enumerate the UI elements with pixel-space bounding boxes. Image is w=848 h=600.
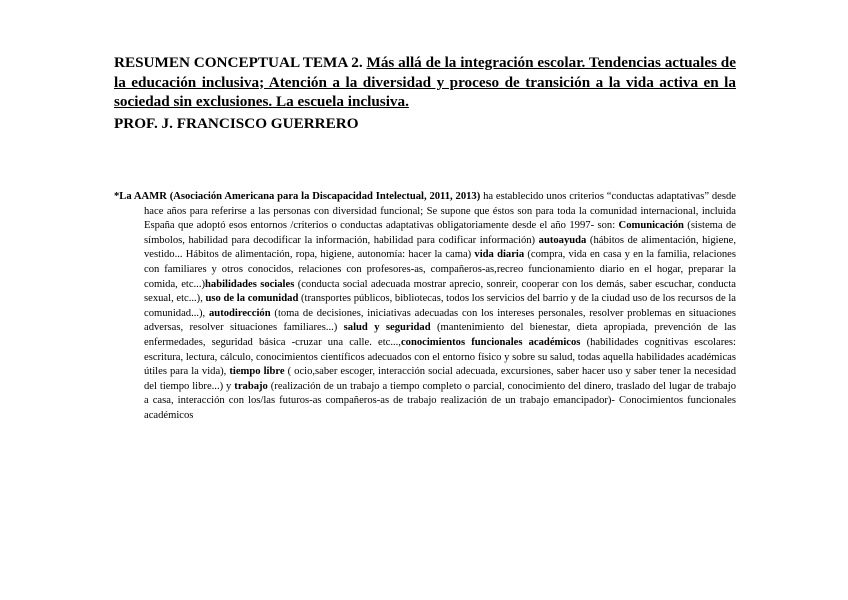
desc-autoayuda: (hábitos de alimentación, higiene, vestido... Hábitos de alimentación, ropa, higiene, autonomía: hacer la cama) <box>144 234 736 261</box>
term-habilidades-sociales: habilidades sociales <box>205 278 295 290</box>
desc-conocimientos-funcionales: (habilidades cognitivas escolares: escritura, lectura, cálculo, conocimientos científicos adecuados con el entorno físico y sobre su salud, todas aquella habilidades académicas útiles para la vida), <box>144 336 736 378</box>
body-paragraph <box>114 190 736 424</box>
author-line: PROF. J. FRANCISCO GUERRERO <box>114 115 359 132</box>
term-vida-diaria: vida diaria <box>474 249 525 261</box>
paragraph-lead: *La AAMR (Asociación Americana para la Discapacidad Intelectual, 2011, 2013) <box>114 191 481 202</box>
desc-autodireccion: (toma de decisiones, iniciativas adecuadas con los intereses personales, resolver problemas en situaciones adversas, resolver situaciones familiares...) <box>144 307 736 334</box>
term-autodireccion: autodirección <box>209 307 271 319</box>
desc-uso-comunidad: (transportes públicos, bibliotecas, todos los servicios del barrio y de la ciudad uso de los recursos de la comunidad...), <box>144 293 736 319</box>
heading-prefix: RESUMEN CONCEPTUAL TEMA 2. <box>114 54 363 71</box>
desc-salud-seguridad: (mantenimiento del bienestar, dieta apropiada, prevención de las enfermedades, seguridad básica -cruzar una calle. etc..., <box>144 322 736 348</box>
desc-tiempo-libre: ( ocio,saber escoger, interacción social adecuada, excursiones, saber hacer uso y saber tener la necesidad del tiempo libre...) y <box>144 366 736 392</box>
desc-vida-diaria: (compra, vida en casa y en la familia, relaciones con familiares y otros conocidos, relaciones con profesores-as, compañeros-as,recreo funcionamiento diario en el hogar, preparar la comida, etc...) <box>144 249 736 290</box>
term-uso-comunidad: uso de la comunidad <box>205 293 299 305</box>
desc-trabajo: (realización de un trabajo a tiempo completo o parcial, conocimiento del dinero, traslado del lugar de trabajo a casa, interacción con los/las futuros-as compañeros-as de trabajo realización de un trabajo emancipador)- Conocimientos funcionales académicos <box>144 380 736 421</box>
term-conocimientos-funcionales: conocimientos funcionales académicos <box>400 336 581 348</box>
term-salud-seguridad: salud y seguridad <box>343 322 431 334</box>
term-tiempo-libre: tiempo libre <box>229 366 285 378</box>
paragraph-intro: ha establecido unos criterios “conductas adaptativas” desde hace años para referirse a las personas con diversidad funcional; Se supone que éstos son para toda la comunidad internacional, incluida España que adoptó esos entornos /criterios o conductas adaptativas obligatoriamente desde el año 1997- son: <box>144 191 736 232</box>
desc-comunicacion: (sistema de símbolos, habilidad para decodificar la información, habilidad para codificar información) <box>144 220 736 246</box>
heading-title: Más allá de la integración escolar. Tendencias actuales de la educación inclusiva; Atención a la diversidad y proceso de transición a la vida activa en la sociedad sin exclusiones. La escuela inclusiva. <box>114 54 736 110</box>
desc-habilidades-sociales: (conducta social adecuada mostrar aprecio, sonreir, cooperar con los demás, saber escuchar, conducta sexual, etc...), <box>144 278 736 305</box>
term-autoayuda: autoayuda <box>538 234 587 246</box>
document-heading <box>114 53 736 112</box>
term-trabajo: trabajo <box>234 380 268 392</box>
term-comunicacion: Comunicación <box>618 220 684 232</box>
